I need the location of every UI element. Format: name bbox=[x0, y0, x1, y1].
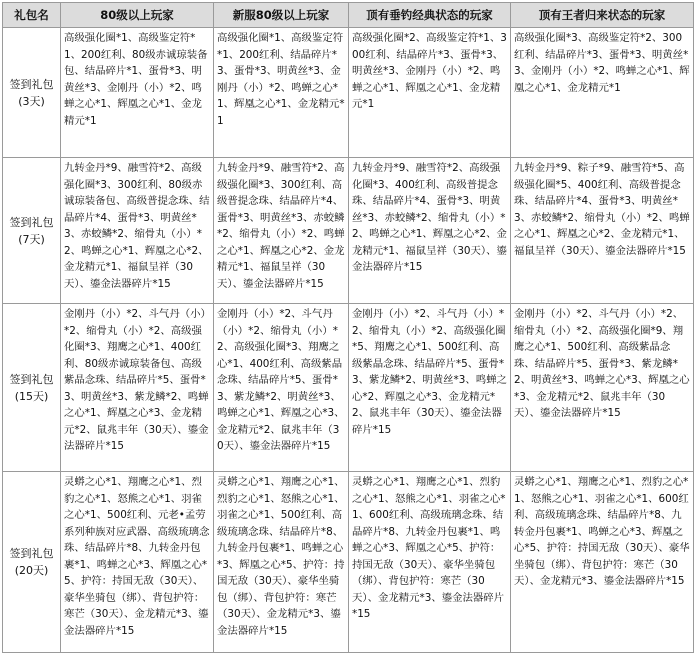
reward-cell: 九转金丹*9、融雪符*2、高级强化圈*3、300红利、80级赤诚琼装备包、高级普提念珠、结晶碎片*4、蛋骨*3、明黄丝*3、赤蛟鳞*2、缩骨丸（小）*2、鸣蝉之心*1、辉凰之心*2、金龙精元*1、福鼠呈祥（30天）、鎏金法器碎片*15 bbox=[61, 158, 214, 304]
sign-in-reward-table bbox=[2, 2, 694, 653]
gift-name: 签到礼包 bbox=[9, 372, 54, 386]
gift-name-cell bbox=[3, 472, 61, 653]
reward-cell: 高级强化圈*1、高级鉴定符*1、200红利、80级赤诚琼装备包、结晶碎片*1、蛋骨*3、明黄丝*3、金刚丹（小）*2、鸣蝉之心*1、辉凰之心*1、金龙精元*1 bbox=[61, 28, 214, 158]
header-new-server: 新服80级以上玩家 bbox=[214, 3, 349, 28]
table-row bbox=[3, 304, 694, 472]
reward-cell: 灵蟒之心*1、翔鹰之心*1、烈豹之心*1、怒熊之心*1、羽雀之心*1、600红利、高级琉璃念珠、结晶碎片*8、九转金丹包裹*1、鸣蝉之心*3、辉凰之心*5、护符：持国无敌（30天）、豪华坐骑包（绑）、背包护符：寒芒（30天）、金龙精元*3、鎏金法器碎片*15 bbox=[511, 472, 694, 653]
gift-name-cell bbox=[3, 158, 61, 304]
table-row bbox=[3, 158, 694, 304]
reward-cell: 九转金丹*9、粽子*9、融雪符*5、高级强化圈*5、400红利、高级普提念珠、结晶碎片*4、蛋骨*3、明黄丝*3、赤蛟鳞*2、缩骨丸（小）*2、鸣蝉之心*1、辉凰之心*2、金龙精元*1、福鼠呈祥（30天）、鎏金法器碎片*15 bbox=[511, 158, 694, 304]
header-king-return-status: 顶有王者归来状态的玩家 bbox=[511, 3, 694, 28]
gift-days: (3天) bbox=[18, 94, 45, 108]
gift-name-cell bbox=[3, 28, 61, 158]
gift-name: 签到礼包 bbox=[9, 77, 54, 91]
reward-cell: 高级强化圈*2、高级鉴定符*1、300红利、结晶碎片*3、蛋骨*3、明黄丝*3、金刚丹（小）*2、鸣蝉之心*1、辉凰之心*1、金龙精元*1 bbox=[349, 28, 511, 158]
table-row bbox=[3, 28, 694, 158]
reward-cell: 灵蟒之心*1、翔鹰之心*1、烈豹之心*1、怒熊之心*1、羽雀之心*1、500红利、高级琉璃念珠、结晶碎片*8、九转金丹包裹*1、鸣蝉之心*3、辉凰之心*5、护符：持国无敌（30天）、豪华坐骑包（绑）、背包护符：寒芒（30天）、金龙精元*3、鎏金法器碎片*15 bbox=[214, 472, 349, 653]
gift-name: 签到礼包 bbox=[9, 215, 54, 229]
reward-cell: 金刚丹（小）*2、斗气丹（小）*2、缩骨丸（小）*2、高级强化圈*5、翔鹰之心*1、500红利、高级紫晶念珠、结晶碎片*5、蛋骨*3、紫龙鳞*2、明黄丝*3、鸣蝉之心*2、辉凰之心*3、金龙精元*2、鼠兆丰年（30天）、鎏金法器碎片*15 bbox=[349, 304, 511, 472]
reward-cell: 高级强化圈*3、高级鉴定符*2、300红利、结晶碎片*3、蛋骨*3、明黄丝*3、金刚丹（小）*2、鸣蝉之心*1、辉凰之心*1、金龙精元*1 bbox=[511, 28, 694, 158]
reward-cell: 九转金丹*9、融雪符*2、高级强化圈*3、300红利、高级普提念珠、结晶碎片*4、蛋骨*3、明黄丝*3、赤蛟鳞*2、缩骨丸（小）*2、鸣蝉之心*1、辉凰之心*2、金龙精元*1、福鼠呈祥（30天）、鎏金法器碎片*15 bbox=[214, 158, 349, 304]
header-level80: 80级以上玩家 bbox=[61, 3, 214, 28]
reward-cell: 九转金丹*9、融雪符*2、高级强化圈*3、400红利、高级普提念珠、结晶碎片*4、蛋骨*3、明黄丝*3、赤蛟鳞*2、缩骨丸（小）*2、鸣蝉之心*1、辉凰之心*2、金龙精元*1、福鼠呈祥（30天）、鎏金法器碎片*15 bbox=[349, 158, 511, 304]
reward-cell: 灵蟒之心*1、翔鹰之心*1、烈豹之心*1、怒熊之心*1、羽雀之心*1、500红利、元老•孟劳系列种族对应武器、高级琉璃念珠、结晶碎片*8、九转金丹包裹*1、鸣蝉之心*3、辉凰之心*5、护符：持国无敌（30天）、豪华坐骑包（绑）、背包护符：寒芒（30天）、金龙精元*3、鎏金法器碎片*15 bbox=[61, 472, 214, 653]
header-fishing-status: 顶有垂钓经典状态的玩家 bbox=[349, 3, 511, 28]
reward-cell: 高级强化圈*1、高级鉴定符*1、200红利、结晶碎片*3、蛋骨*3、明黄丝*3、金刚丹（小）*2、鸣蝉之心*1、辉凰之心*1、金龙精元*1 bbox=[214, 28, 349, 158]
reward-cell: 金刚丹（小）*2、斗气丹（小）*2、缩骨丸（小）*2、高级强化圈*9、翔鹰之心*1、500红利、高级紫晶念珠、结晶碎片*5、蛋骨*3、紫龙鳞*2、明黄丝*3、鸣蝉之心*3、辉凰之心*3、金龙精元*2、鼠兆丰年（30天）、鎏金法器碎片*15 bbox=[511, 304, 694, 472]
reward-cell: 金刚丹（小）*2、斗气丹（小）*2、缩骨丸（小）*2、高级强化圈*3、翔鹰之心*1、400红利、高级紫晶念珠、结晶碎片*5、蛋骨*3、紫龙鳞*2、明黄丝*3、鸣蝉之心*1、辉凰之心*3、金龙精元*2、鼠兆丰年（30天）、鎏金法器碎片*15 bbox=[214, 304, 349, 472]
gift-name: 签到礼包 bbox=[9, 547, 54, 560]
header-row bbox=[3, 3, 694, 28]
header-gift-name: 礼包名 bbox=[3, 3, 61, 28]
reward-cell: 灵蟒之心*1、翔鹰之心*1、烈豹之心*1、怒熊之心*1、羽雀之心*1、600红利、高级琉璃念珠、结晶碎片*8、九转金丹包裹*1、鸣蝉之心*3、辉凰之心*5、护符：持国无敌（30天）、豪华坐骑包（绑）、背包护符：寒芒（30天）、金龙精元*3、鎏金法器碎片*15 bbox=[349, 472, 511, 653]
gift-days: (15天) bbox=[14, 389, 49, 403]
reward-cell: 金刚丹（小）*2、斗气丹（小）*2、缩骨丸（小）*2、高级强化圈*3、翔鹰之心*1、400红利、80级赤诚琼装备包、高级紫晶念珠、结晶碎片*5、蛋骨*3、明黄丝*3、紫龙鳞*2、鸣蝉之心*1、辉凰之心*3、金龙精元*2、鼠兆丰年（30天）、鎏金法器碎片*15 bbox=[61, 304, 214, 472]
gift-name-cell bbox=[3, 304, 61, 472]
gift-days: (20天) bbox=[14, 564, 49, 577]
table-row bbox=[3, 472, 694, 653]
gift-days: (7天) bbox=[18, 232, 45, 246]
